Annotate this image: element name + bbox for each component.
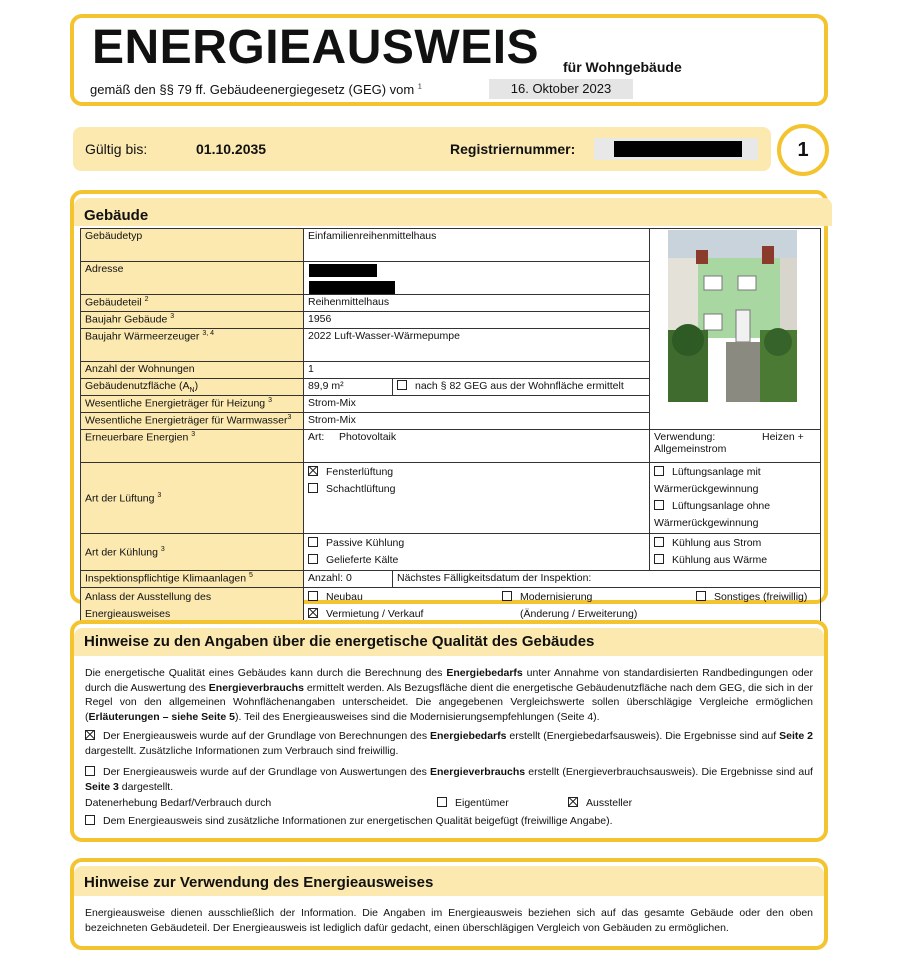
house-illustration bbox=[668, 230, 797, 402]
wz-value: 2022 Luft-Wasser-Wärmepumpe bbox=[304, 329, 650, 362]
wz-label: Baujahr Wärmeerzeuger $^{3, 4}$ bbox=[81, 329, 304, 362]
anlass-label: Anlass der Ausstellung des Energieausweises bbox=[81, 588, 304, 625]
bedarfsausweis-checkbox[interactable] bbox=[85, 730, 95, 740]
wohnungen-value: 1 bbox=[304, 362, 650, 379]
redaction-bar bbox=[309, 281, 395, 294]
zusatz-checkbox[interactable] bbox=[85, 815, 95, 825]
building-section-title: Gebäude bbox=[74, 198, 832, 226]
page-number-badge: 1 bbox=[777, 124, 829, 176]
kuehlung-right: Kühlung aus Strom Kühlung aus Wärme bbox=[650, 534, 821, 571]
flaeche-checkbox[interactable] bbox=[397, 380, 407, 390]
redaction-bar bbox=[614, 141, 742, 157]
typ-label: Gebäudetyp bbox=[81, 229, 304, 262]
klima-next: Nächstes Fälligkeitsdatum der Inspektion: bbox=[393, 571, 821, 588]
lueftung-ohne-checkbox[interactable] bbox=[654, 500, 664, 510]
bedarfsausweis-option: Der Energieausweis wurde auf der Grundlage von Berechnungen des Energiebedarfs erstellt (Energiebedarfsausweis). Die Ergebnisse sind auf Seite 2 dargestellt. Zusätzliche Informationen zum Verbrauch sind freiwillig. bbox=[85, 730, 813, 757]
hinweise-title: Hinweise zu den Angaben über die energetische Qualität des Gebäudes bbox=[74, 628, 824, 656]
anlass-options: Neubau Vermietung / Verkauf Modernisierung (Änderung / Erweiterung) Sonstiges (freiwillig) bbox=[304, 588, 821, 625]
verwendung-text: Energieausweise dienen ausschließlich der Information. Die Angaben im Energieausweis beziehen sich auf das gesamte Gebäude oder den oben bezeichneten Gebäudeteil. Der Energieausweis ist lediglich dafür gedacht, einen überschlägigen Vergleich von Gebäuden zu ermöglichen. bbox=[85, 907, 813, 934]
aussteller-option: Aussteller bbox=[568, 797, 632, 809]
ww-value: Strom-Mix bbox=[304, 413, 650, 430]
ee-label: Erneuerbare Energien $^3$ bbox=[81, 430, 304, 463]
building-photo bbox=[668, 230, 797, 402]
adresse-label: Adresse bbox=[81, 262, 304, 295]
flaeche-value: 89,9 m² bbox=[304, 379, 393, 396]
lueftung-label: Art der Lüftung $^3$ bbox=[81, 463, 304, 534]
verbrauchsausweis-checkbox[interactable] bbox=[85, 766, 95, 776]
aussteller-checkbox[interactable] bbox=[568, 797, 578, 807]
klima-anzahl: Anzahl: 0 bbox=[304, 571, 393, 588]
validity-row bbox=[73, 127, 771, 171]
baujahr-value: 1956 bbox=[304, 312, 650, 329]
klima-label: Inspektionspflichtige Klimaanlagen $^5$ bbox=[81, 571, 304, 588]
sonstiges-checkbox[interactable] bbox=[696, 591, 706, 601]
verwendung-section bbox=[70, 858, 828, 950]
zusatz-option: Dem Energieausweis sind zusätzliche Informationen zur energetischen Qualität beigefügt (freiwillige Angabe). bbox=[85, 815, 613, 827]
wohnungen-label: Anzahl der Wohnungen bbox=[81, 362, 304, 379]
eigentuemer-checkbox[interactable] bbox=[437, 797, 447, 807]
hinweise-paragraph: Die energetische Qualität eines Gebäudes kann durch die Berechnung des Energiebedarfs unter Annahme von standardisierten Randbedingungen oder durch die Auswertung des Energieverbrauchs ermittelt werden. Als Bezugsfläche dient die energetische Gebäudenutzfläche nach dem GEG, die sich in der Regel von den allgemeinen Wohnflächenangaben unterscheidet. Die angegebenen Vergleichswerte sollen überschlägige Vergleiche ermöglichen (Erläuterungen – siehe Seite 5). Teil des Energieausweises sind die Modernisierungsempfehlungen (Seite 4). bbox=[85, 667, 813, 723]
teil-value: Reihenmittelhaus bbox=[304, 295, 650, 312]
teil-label: Gebäudeteil $^2$ bbox=[81, 295, 304, 312]
valid-until-label: Gültig bis: bbox=[85, 141, 148, 157]
neubau-checkbox[interactable] bbox=[308, 591, 318, 601]
kuehlung-strom-checkbox[interactable] bbox=[654, 537, 664, 547]
registration-label: Registriernummer: bbox=[450, 141, 576, 157]
lueftung-mit-checkbox[interactable] bbox=[654, 466, 664, 476]
header-box bbox=[70, 14, 828, 106]
flaeche-check: nach § 82 GEG aus der Wohnfläche ermittelt bbox=[393, 379, 650, 396]
ee-art: Art: Photovoltaik bbox=[304, 430, 650, 463]
flaeche-label: Gebäudenutzfläche $(A_N)$ bbox=[81, 379, 304, 396]
fensterlueftung-checkbox[interactable] bbox=[308, 466, 318, 476]
document-title: ENERGIEAUSWEIS bbox=[92, 21, 540, 74]
ee-verwendung: Verwendung: Heizen + Allgemeinstrom bbox=[650, 430, 821, 463]
vermietung-checkbox[interactable] bbox=[308, 608, 318, 618]
redaction-bar bbox=[309, 264, 377, 277]
legal-line: gemäß den §§ 79 ff. Gebäudeenergiegesetz (GEG) vom $^1$ bbox=[90, 82, 422, 97]
gelieferte-kaelte-checkbox[interactable] bbox=[308, 554, 318, 564]
kuehlung-waerme-checkbox[interactable] bbox=[654, 554, 664, 564]
kuehlung-label: Art der Kühlung $^3$ bbox=[81, 534, 304, 571]
modernisierung-checkbox[interactable] bbox=[502, 591, 512, 601]
document-subtitle: für Wohngebäude bbox=[563, 59, 682, 75]
registration-number-field bbox=[594, 138, 758, 160]
datenerhebung-label: Datenerhebung Bedarf/Verbrauch durch bbox=[85, 797, 272, 809]
baujahr-label: Baujahr Gebäude $^3$ bbox=[81, 312, 304, 329]
heizung-label: Wesentliche Energieträger für Heizung $^3$ bbox=[81, 396, 304, 413]
schachtlueftung-checkbox[interactable] bbox=[308, 483, 318, 493]
verbrauchsausweis-option: Der Energieausweis wurde auf der Grundlage von Auswertungen des Energieverbrauchs erstellt (Energieverbrauchsausweis). Die Ergebnisse sind auf Seite 3 dargestellt. bbox=[85, 766, 813, 793]
heizung-value: Strom-Mix bbox=[304, 396, 650, 413]
ww-label: Wesentliche Energieträger für Warmwasser$^3$ bbox=[81, 413, 304, 430]
valid-until-date: 01.10.2035 bbox=[196, 141, 267, 157]
lueftung-right: Lüftungsanlage mit Wärmerückgewinnung Lüftungsanlage ohne Wärmerückgewinnung bbox=[650, 463, 821, 534]
lueftung-left: Fensterlüftung Schachtlüftung bbox=[304, 463, 650, 534]
typ-value: Einfamilienreihenmittelhaus bbox=[304, 229, 650, 262]
eigentuemer-option: Eigentümer bbox=[437, 797, 509, 809]
adresse-value bbox=[304, 262, 650, 295]
passive-kuehlung-checkbox[interactable] bbox=[308, 537, 318, 547]
kuehlung-left: Passive Kühlung Gelieferte Kälte bbox=[304, 534, 650, 571]
verwendung-title: Hinweise zur Verwendung des Energieausweises bbox=[74, 866, 824, 896]
legal-date: 16. Oktober 2023 bbox=[489, 79, 633, 99]
